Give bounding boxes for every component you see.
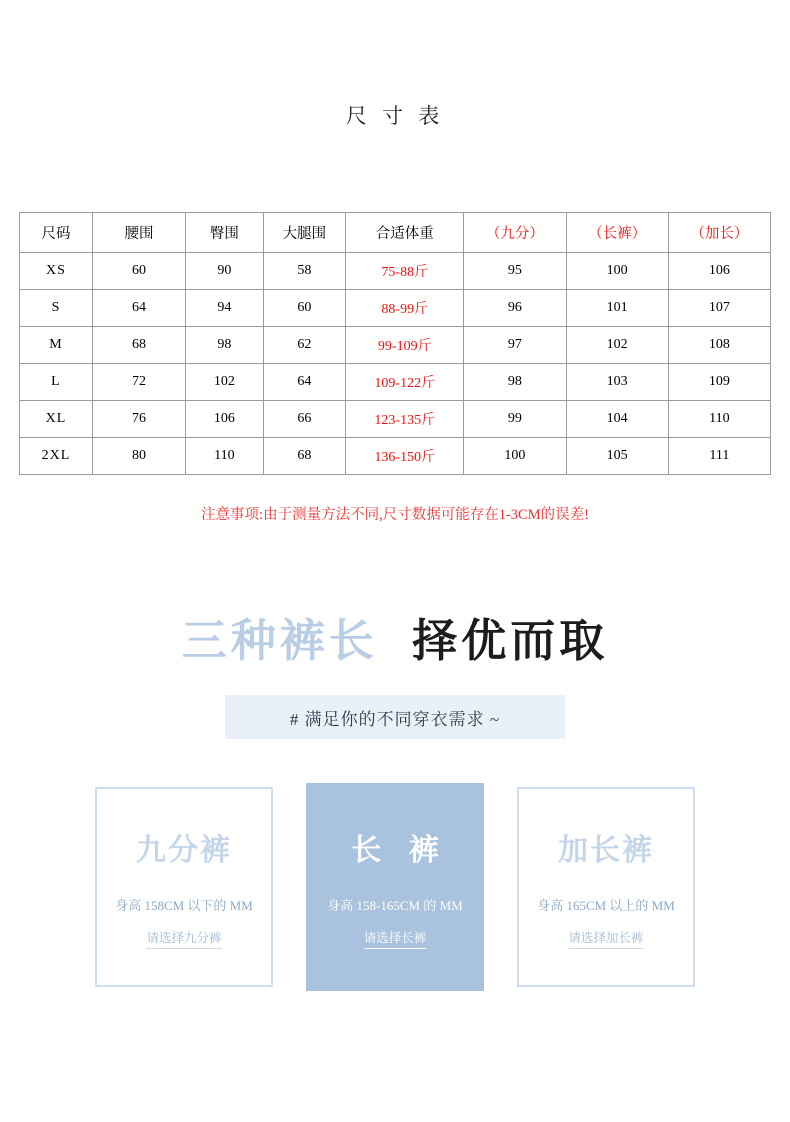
cell-size-code: L <box>20 364 93 401</box>
col-header-extra-length: （加长） <box>668 213 770 253</box>
cell-nine-length: 97 <box>464 327 566 364</box>
cell-extra-length: 110 <box>668 401 770 438</box>
size-table-container <box>19 212 771 475</box>
cell-extra-length: 111 <box>668 438 770 475</box>
headline-dark-text: 择优而取 <box>412 616 609 666</box>
table-row <box>20 253 771 290</box>
cell-nine-length: 99 <box>464 401 566 438</box>
cell-weight: 88-99斤 <box>346 290 464 327</box>
table-header-row <box>20 213 771 253</box>
length-options-group <box>95 787 695 991</box>
cell-hip: 106 <box>186 401 263 438</box>
length-option-title: 加长裤 <box>558 834 654 867</box>
cell-long-length: 102 <box>566 327 668 364</box>
section-headline <box>0 604 790 669</box>
cell-thigh: 62 <box>263 327 346 364</box>
cell-hip: 90 <box>186 253 263 290</box>
table-row <box>20 290 771 327</box>
cell-long-length: 101 <box>566 290 668 327</box>
cell-extra-length: 108 <box>668 327 770 364</box>
length-option-height-hint: 身高 158-165CM 的 MM <box>327 898 463 913</box>
cell-nine-length: 95 <box>464 253 566 290</box>
cell-hip: 110 <box>186 438 263 475</box>
cell-size-code: M <box>20 327 93 364</box>
cell-weight: 109-122斤 <box>346 364 464 401</box>
subtitle-banner: # 满足你的不同穿衣需求 ~ <box>225 695 565 739</box>
cell-long-length: 100 <box>566 253 668 290</box>
cell-extra-length: 109 <box>668 364 770 401</box>
table-row <box>20 364 771 401</box>
cell-size-code: 2XL <box>20 438 93 475</box>
length-option-recommendation: 请选择九分裤 <box>146 928 221 949</box>
page-title: 尺 寸 表 <box>345 104 445 128</box>
cell-hip: 102 <box>186 364 263 401</box>
size-table <box>19 212 771 475</box>
cell-size-code: XL <box>20 401 93 438</box>
cell-long-length: 103 <box>566 364 668 401</box>
length-option-recommendation: 请选择长裤 <box>364 928 427 949</box>
col-header-long-length: （长裤） <box>566 213 668 253</box>
length-option-title: 九分裤 <box>136 834 232 867</box>
cell-waist: 80 <box>92 438 185 475</box>
length-option-nine[interactable] <box>95 787 273 987</box>
measurement-note: 注意事项:由于测量方法不同,尺寸数据可能存在1-3CM的误差! <box>201 507 589 523</box>
length-option-long[interactable] <box>306 783 484 991</box>
col-header-size-code: 尺码 <box>20 213 93 253</box>
cell-thigh: 68 <box>263 438 346 475</box>
cell-weight: 75-88斤 <box>346 253 464 290</box>
cell-weight: 123-135斤 <box>346 401 464 438</box>
cell-waist: 64 <box>92 290 185 327</box>
cell-weight: 99-109斤 <box>346 327 464 364</box>
table-row <box>20 327 771 364</box>
cell-thigh: 64 <box>263 364 346 401</box>
col-header-weight: 合适体重 <box>346 213 464 253</box>
cell-weight: 136-150斤 <box>346 438 464 475</box>
col-header-nine-length: （九分） <box>464 213 566 253</box>
cell-extra-length: 106 <box>668 253 770 290</box>
cell-long-length: 104 <box>566 401 668 438</box>
cell-waist: 68 <box>92 327 185 364</box>
length-option-height-hint: 身高 158CM 以下的 MM <box>115 898 253 913</box>
cell-waist: 72 <box>92 364 185 401</box>
col-header-hip: 臀围 <box>186 213 263 253</box>
length-option-title: 长 裤 <box>351 834 449 867</box>
cell-nine-length: 96 <box>464 290 566 327</box>
cell-nine-length: 98 <box>464 364 566 401</box>
cell-thigh: 60 <box>263 290 346 327</box>
cell-thigh: 58 <box>263 253 346 290</box>
table-row <box>20 401 771 438</box>
cell-size-code: S <box>20 290 93 327</box>
col-header-thigh: 大腿围 <box>263 213 346 253</box>
col-header-waist: 腰围 <box>92 213 185 253</box>
cell-extra-length: 107 <box>668 290 770 327</box>
cell-nine-length: 100 <box>464 438 566 475</box>
table-row <box>20 438 771 475</box>
cell-waist: 60 <box>92 253 185 290</box>
headline-light-text: 三种裤长 <box>181 616 378 666</box>
length-option-extra-long[interactable] <box>517 787 695 987</box>
cell-long-length: 105 <box>566 438 668 475</box>
length-option-height-hint: 身高 165CM 以上的 MM <box>537 898 675 913</box>
length-option-recommendation: 请选择加长裤 <box>568 928 643 949</box>
cell-waist: 76 <box>92 401 185 438</box>
cell-size-code: XS <box>20 253 93 290</box>
cell-hip: 98 <box>186 327 263 364</box>
cell-thigh: 66 <box>263 401 346 438</box>
cell-hip: 94 <box>186 290 263 327</box>
